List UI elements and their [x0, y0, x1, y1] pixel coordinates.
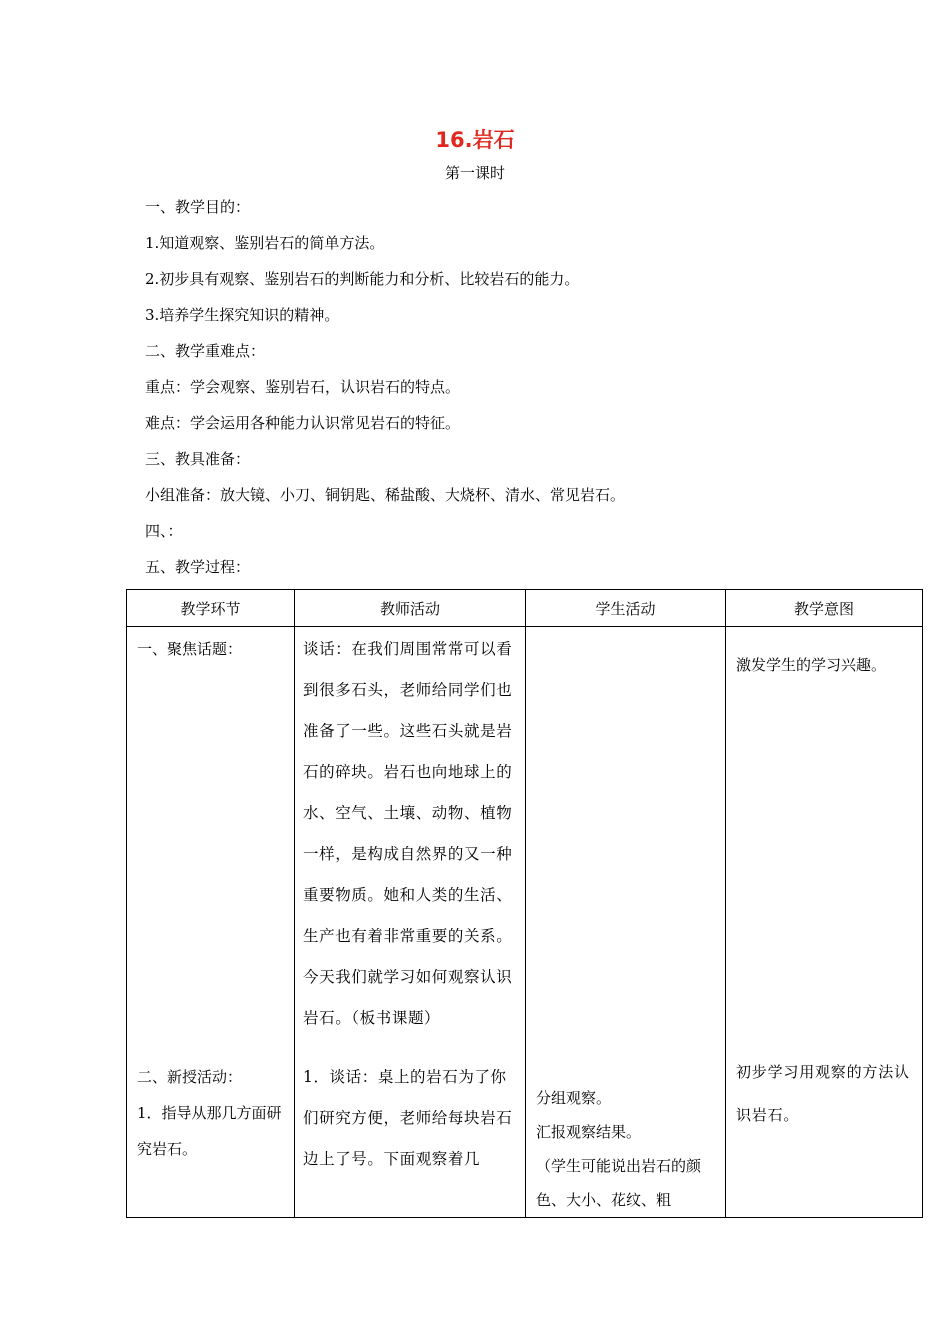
header-stage: 教学环节	[127, 590, 295, 627]
stage-new-activity-item: 1．指导从那几方面研究岩石。	[137, 1104, 282, 1158]
stage-focus-topic: 一、聚焦话题：	[137, 640, 243, 658]
student-activity-line: 汇报观察结果。	[536, 1123, 642, 1141]
stage-new-activity-title: 二、新授活动：	[137, 1068, 243, 1086]
stage-new-activity	[137, 1059, 287, 1167]
table-header-row	[127, 590, 923, 627]
teacher-activity-para2: 1．谈话：桌上的岩石为了你们研究方便，老师给每块岩石边上了号。下面观察着几	[303, 1068, 513, 1168]
student-activity-text	[536, 1081, 722, 1217]
stage-cell	[127, 627, 295, 1218]
intent-text-1: 激发学生的学习兴趣。	[736, 656, 887, 674]
teacher-activity-text	[303, 629, 519, 1180]
header-teacher-activity: 教师活动	[295, 590, 526, 627]
teaching-process-table	[126, 589, 923, 1218]
document-title: 16.岩石	[435, 128, 515, 152]
teacher-activity-para1: 谈话：在我们周围常常可以看到很多石头，老师给同学们也准备了一些。这些石头就是岩石的碎块。岩石也向地球上的水、空气、土壤、动物、植物一样，是构成自然界的又一种重要物质。她和人类的生活、生产也有着非常重要的关系。今天我们就学习如何观察认识岩石。（板书课题）	[303, 640, 513, 1027]
student-activity-line: 分组观察。	[536, 1089, 612, 1107]
section-heading-materials: 三、教具准备：	[145, 450, 251, 468]
intent-cell	[726, 627, 923, 1218]
section-heading-objectives: 一、教学目的：	[145, 198, 251, 216]
lesson-subtitle: 第一课时	[444, 164, 505, 182]
intent-text-2: 初步学习用观察的方法认识岩石。	[736, 1063, 910, 1124]
student-activity-cell	[526, 627, 726, 1218]
objective-item: 2.初步具有观察、鉴别岩石的判断能力和分析、比较岩石的能力。	[145, 270, 580, 288]
header-student-activity: 学生活动	[526, 590, 726, 627]
objective-item: 1.知道观察、鉴别岩石的简单方法。	[145, 234, 385, 252]
lesson-outline	[145, 196, 865, 592]
header-intent: 教学意图	[726, 590, 923, 627]
teacher-activity-cell	[295, 627, 526, 1218]
objective-item: 3.培养学生探究知识的精神。	[145, 306, 340, 324]
section-heading-process: 五、教学过程：	[145, 558, 251, 576]
materials-item: 小组准备：放大镜、小刀、铜钥匙、稀盐酸、大烧杯、清水、常见岩石。	[145, 486, 626, 504]
table-row	[127, 627, 923, 1218]
difficult-point-item: 难点：学会运用各种能力认识常见岩石的特征。	[145, 414, 461, 432]
section-heading-four: 四、：	[145, 522, 183, 540]
key-point-item: 重点：学会观察、鉴别岩石，认识岩石的特点。	[145, 378, 461, 396]
section-heading-key-points: 二、教学重难点：	[145, 342, 266, 360]
student-activity-line: （学生可能说出岩石的颜色、大小、花纹、粗	[536, 1157, 702, 1209]
